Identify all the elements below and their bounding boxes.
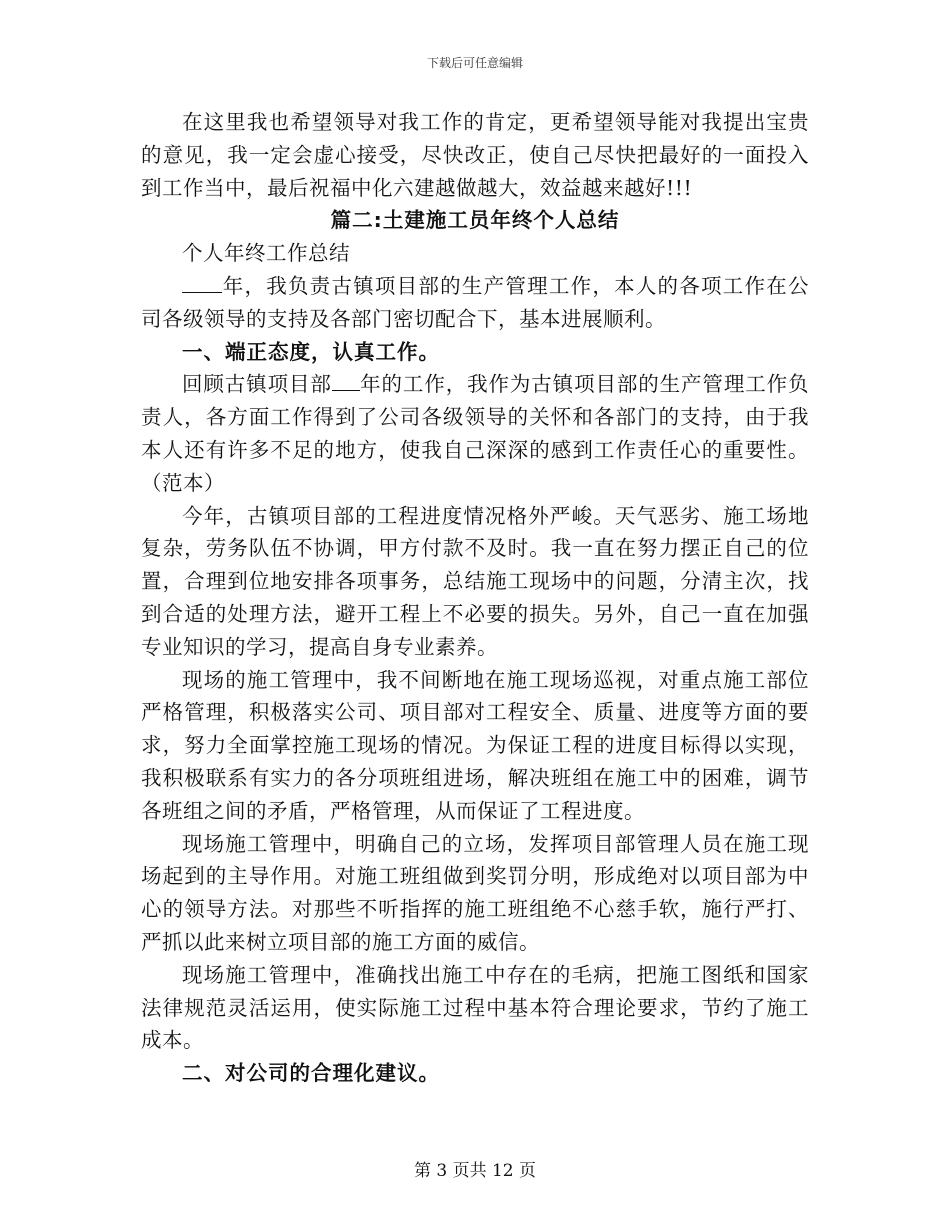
paragraph-closing-wishes: 在这里我也希望领导对我工作的肯定，更希望领导能对我提出宝贵的意见，我一定会虚心接受，尽快改正，使自己尽快把最好的一面投入到工作当中，最后祝福中化六建越做越大，效益越来越好!!! [141,110,809,200]
paragraph-review-rest: 年的工作，我作为古镇项目部的生产管理工作负责人，各方面工作得到了公司各级领导的关怀和各部门的支持，由于我本人还有许多不足的地方，使我自己深深的感到工作责任心的重要性。（范本） [141,372,809,495]
page-header: 下载后可任意编辑 [426,56,523,70]
paragraph-cost: 现场施工管理中，准确找出施工中存在的毛病，把施工图纸和国家法律规范灵活运用，使实际施工过程中基本符合理论要求，节约了施工成本。 [141,962,809,1053]
paragraph-progress: 今年，古镇项目部的工程进度情况格外严峻。天气恶劣、施工场地复杂，劳务队伍不协调，甲方付款不及时。我一直在努力摆正自己的位置，合理到位地安排各项事务，总结施工现场中的问题，分清主次，找到合适的处理方法，避开工程上不必要的损失。另外，自己一直在加强专业知识的学习，提高自身专业素养。 [141,503,809,659]
page-footer: 第 3 页共 12 页 [413,1161,537,1181]
paragraph-site-management: 现场的施工管理中，我不间断地在施工现场巡视，对重点施工部位严格管理，积极落实公司、项目部对工程安全、质量、进度等方面的要求，努力全面掌控施工现场的情况。为保证工程的进度目标得以实现，我积极联系有实力的各分项班组进场，解决班组在施工中的困难，调节各班组之间的矛盾，严格管理，从而保证了工程进度。 [141,667,809,823]
document-body [141,106,809,1090]
paragraph-review [141,368,809,499]
heading-suggestions: 二、对公司的合理化建议。 [182,1061,440,1086]
paragraph-intro-text: 年，我负责古镇项目部的生产管理工作，本人的各项工作在公司各级领导的支持及各部门密切配合下，基本进展顺利。 [141,273,809,331]
paragraph-review-start: 回顾古镇项目部 [182,372,332,397]
paragraph-intro [141,270,809,336]
document-subtitle: 个人年终工作总结 [182,241,350,266]
paragraph-leadership: 现场施工管理中，明确自己的立场，发挥项目部管理人员在施工现场起到的主导作用。对施工班组做到奖罚分明，形成绝对以项目部为中心的领导方法。对那些不听指挥的施工班组绝不心慈手软，施行严打、严抓以此来树立项目部的施工方面的威信。 [141,831,809,954]
heading-attitude: 一、端正态度，认真工作。 [182,339,440,364]
section-title: 篇二:土建施工员年终个人总结 [330,208,620,233]
year-blank [182,270,222,293]
year-blank-2 [332,368,360,391]
